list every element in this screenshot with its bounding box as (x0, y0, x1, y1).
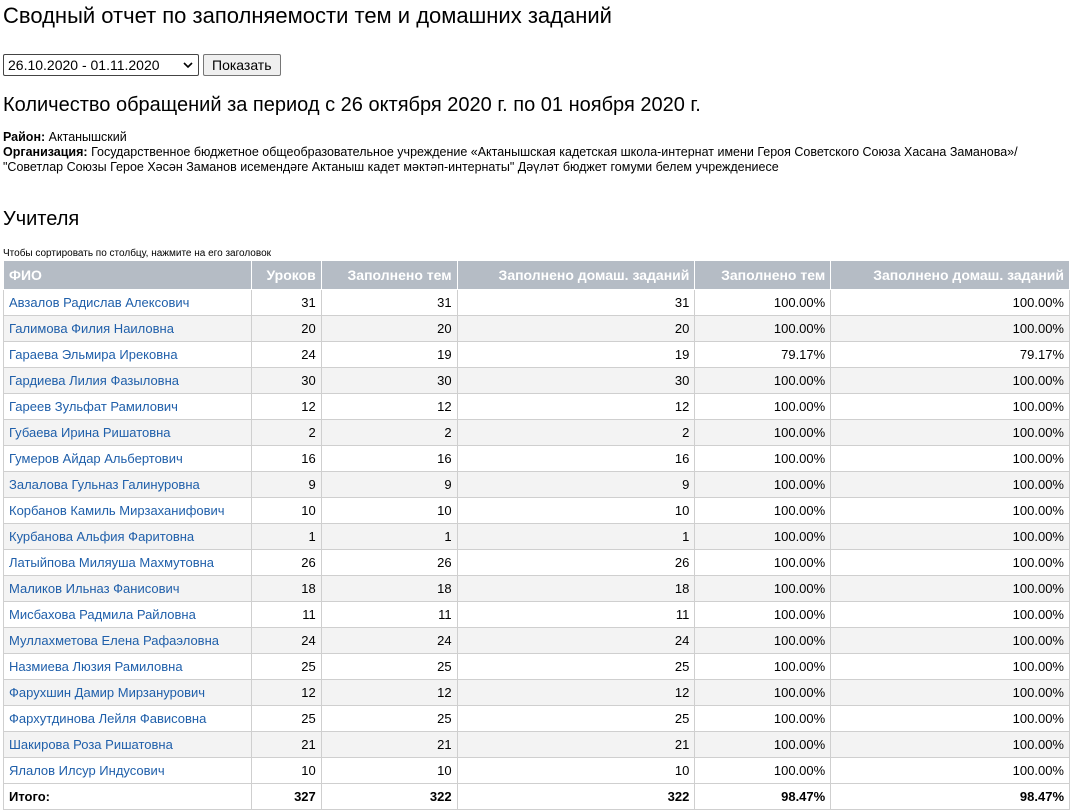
district-line (3, 130, 1043, 145)
sort-hint: Чтобы сортировать по столбцу, нажмите на его заголовок (3, 248, 272, 259)
district-value: Актанышский (48, 130, 127, 144)
column-header-homework-percent[interactable]: Заполнено домаш. заданий (831, 261, 1070, 290)
topics-filled-cell: 21 (321, 732, 457, 758)
homework-percent-cell: 79.17% (831, 342, 1070, 368)
organization-line (3, 145, 1043, 175)
table-row (4, 420, 1070, 446)
table-row (4, 472, 1070, 498)
teacher-name-cell (4, 472, 252, 498)
homework-filled-cell: 16 (457, 446, 695, 472)
topics-percent-cell: 100.00% (695, 680, 831, 706)
topics-filled-cell: 12 (321, 680, 457, 706)
homework-filled-cell: 12 (457, 680, 695, 706)
table-row (4, 628, 1070, 654)
lessons-count-cell: 11 (251, 602, 321, 628)
teacher-name-cell (4, 654, 252, 680)
lessons-count-cell: 26 (251, 550, 321, 576)
column-header-lessons[interactable]: Уроков (251, 261, 321, 290)
homework-percent-cell: 100.00% (831, 498, 1070, 524)
column-header-topics-percent[interactable]: Заполнено тем (695, 261, 831, 290)
table-row (4, 394, 1070, 420)
teacher-link[interactable]: Курбанова Альфия Фаритовна (9, 529, 195, 544)
topics-percent-cell: 100.00% (695, 472, 831, 498)
teacher-link[interactable]: Гареев Зульфат Рамилович (9, 399, 178, 414)
topics-filled-cell: 24 (321, 628, 457, 654)
teacher-link[interactable]: Мисбахова Радмила Райловна (9, 607, 196, 622)
topics-percent-cell: 79.17% (695, 342, 831, 368)
lessons-count-cell: 30 (251, 368, 321, 394)
lessons-count-cell: 18 (251, 576, 321, 602)
homework-filled-cell: 9 (457, 472, 695, 498)
lessons-count-cell: 12 (251, 680, 321, 706)
table-row (4, 654, 1070, 680)
totals-topics-percent: 98.47% (695, 784, 831, 810)
topics-filled-cell: 11 (321, 602, 457, 628)
topics-percent-cell: 100.00% (695, 498, 831, 524)
teacher-link[interactable]: Латыйпова Миляуша Махмутовна (9, 555, 215, 570)
teacher-name-cell (4, 524, 252, 550)
homework-percent-cell: 100.00% (831, 394, 1070, 420)
topics-percent-cell: 100.00% (695, 732, 831, 758)
topics-filled-cell: 25 (321, 706, 457, 732)
teacher-name-cell (4, 602, 252, 628)
teacher-name-cell (4, 576, 252, 602)
lessons-count-cell: 16 (251, 446, 321, 472)
lessons-count-cell: 31 (251, 290, 321, 316)
table-row (4, 550, 1070, 576)
teacher-name-cell (4, 498, 252, 524)
topics-percent-cell: 100.00% (695, 628, 831, 654)
teacher-name-cell (4, 550, 252, 576)
table-row (4, 524, 1070, 550)
topics-filled-cell: 18 (321, 576, 457, 602)
topics-filled-cell: 26 (321, 550, 457, 576)
homework-filled-cell: 1 (457, 524, 695, 550)
teacher-name-cell (4, 394, 252, 420)
homework-filled-cell: 24 (457, 628, 695, 654)
topics-percent-cell: 100.00% (695, 524, 831, 550)
totals-homework-filled: 322 (457, 784, 695, 810)
teacher-name-cell (4, 628, 252, 654)
topics-percent-cell: 100.00% (695, 446, 831, 472)
homework-percent-cell: 100.00% (831, 758, 1070, 784)
period-title: Количество обращений за период с 26 октября 2020 г. по 01 ноября 2020 г. (3, 94, 701, 116)
lessons-count-cell: 10 (251, 758, 321, 784)
lessons-count-cell: 24 (251, 628, 321, 654)
organization-value: Государственное бюджетное общеобразовательное учреждение «Актанышская кадетская школа-интернат имени Героя Советского Союза Хасана Заманова»/ "Советлар Союзы Герое Хәсән Заманов исемендәге Актаныш кадет мәктәп-интернаты" Дәүләт бюджет гомуми белем учреждениесе (3, 145, 1018, 174)
totals-lessons: 327 (251, 784, 321, 810)
teacher-link[interactable]: Губаева Ирина Ришатовна (9, 425, 171, 440)
homework-percent-cell: 100.00% (831, 680, 1070, 706)
homework-percent-cell: 100.00% (831, 524, 1070, 550)
topics-filled-cell: 12 (321, 394, 457, 420)
teacher-name-cell (4, 758, 252, 784)
lessons-count-cell: 2 (251, 420, 321, 446)
lessons-count-cell: 25 (251, 654, 321, 680)
table-row (4, 680, 1070, 706)
table-row (4, 342, 1070, 368)
homework-percent-cell: 100.00% (831, 576, 1070, 602)
column-header-homework-filled[interactable]: Заполнено домаш. заданий (457, 261, 695, 290)
table-row (4, 316, 1070, 342)
homework-percent-cell: 100.00% (831, 420, 1070, 446)
table-row (4, 732, 1070, 758)
homework-filled-cell: 18 (457, 576, 695, 602)
table-row (4, 446, 1070, 472)
lessons-count-cell: 25 (251, 706, 321, 732)
homework-percent-cell: 100.00% (831, 316, 1070, 342)
organization-info (3, 130, 1043, 175)
table-row (4, 290, 1070, 316)
homework-filled-cell: 20 (457, 316, 695, 342)
teacher-link[interactable]: Гардиева Лилия Фазыловна (9, 373, 179, 388)
teacher-name-cell (4, 368, 252, 394)
teacher-link[interactable]: Авзалов Радислав Алексович (9, 295, 190, 310)
topics-filled-cell: 19 (321, 342, 457, 368)
district-label: Район: (3, 130, 46, 144)
teacher-link[interactable]: Муллахметова Елена Рафаэловна (9, 633, 219, 648)
homework-percent-cell: 100.00% (831, 550, 1070, 576)
lessons-count-cell: 24 (251, 342, 321, 368)
homework-percent-cell: 100.00% (831, 472, 1070, 498)
teacher-name-cell (4, 680, 252, 706)
topics-filled-cell: 2 (321, 420, 457, 446)
teacher-link[interactable]: Назмиева Люзия Рамиловна (9, 659, 183, 674)
lessons-count-cell: 20 (251, 316, 321, 342)
column-header-name[interactable]: ФИО (4, 261, 252, 290)
topics-percent-cell: 100.00% (695, 420, 831, 446)
teacher-link[interactable]: Фархутдинова Лейля Фависовна (9, 711, 207, 726)
period-select-value: 26.10.2020 - 01.11.2020 (8, 57, 160, 73)
topics-percent-cell: 100.00% (695, 576, 831, 602)
topics-filled-cell: 16 (321, 446, 457, 472)
period-select[interactable] (3, 54, 199, 76)
homework-filled-cell: 26 (457, 550, 695, 576)
topics-percent-cell: 100.00% (695, 602, 831, 628)
teacher-link[interactable]: Гумеров Айдар Альбертович (9, 451, 183, 466)
topics-percent-cell: 100.00% (695, 394, 831, 420)
topics-filled-cell: 10 (321, 498, 457, 524)
topics-filled-cell: 30 (321, 368, 457, 394)
totals-homework-percent: 98.47% (831, 784, 1070, 810)
homework-filled-cell: 10 (457, 498, 695, 524)
totals-topics-filled: 322 (321, 784, 457, 810)
teacher-link[interactable]: Гараева Эльмира Ирековна (9, 347, 178, 362)
topics-filled-cell: 31 (321, 290, 457, 316)
teachers-table (3, 260, 1070, 810)
teacher-name-cell (4, 706, 252, 732)
teacher-name-cell (4, 732, 252, 758)
homework-filled-cell: 21 (457, 732, 695, 758)
homework-filled-cell: 10 (457, 758, 695, 784)
topics-percent-cell: 100.00% (695, 706, 831, 732)
lessons-count-cell: 10 (251, 498, 321, 524)
teacher-link[interactable]: Галимова Филия Наиловна (9, 321, 174, 336)
homework-percent-cell: 100.00% (831, 602, 1070, 628)
homework-filled-cell: 25 (457, 654, 695, 680)
topics-percent-cell: 100.00% (695, 316, 831, 342)
topics-percent-cell: 100.00% (695, 758, 831, 784)
topics-filled-cell: 25 (321, 654, 457, 680)
homework-filled-cell: 11 (457, 602, 695, 628)
organization-label: Организация: (3, 145, 88, 159)
lessons-count-cell: 12 (251, 394, 321, 420)
homework-filled-cell: 19 (457, 342, 695, 368)
teacher-link[interactable]: Фарухшин Дамир Мирзанурович (9, 685, 206, 700)
topics-percent-cell: 100.00% (695, 654, 831, 680)
column-header-topics-filled[interactable]: Заполнено тем (321, 261, 457, 290)
topics-filled-cell: 20 (321, 316, 457, 342)
lessons-count-cell: 1 (251, 524, 321, 550)
table-row (4, 368, 1070, 394)
teacher-link[interactable]: Ялалов Илсур Индусович (9, 763, 165, 778)
topics-percent-cell: 100.00% (695, 550, 831, 576)
table-row (4, 602, 1070, 628)
homework-percent-cell: 100.00% (831, 368, 1070, 394)
homework-filled-cell: 30 (457, 368, 695, 394)
topics-percent-cell: 100.00% (695, 368, 831, 394)
table-row (4, 576, 1070, 602)
teacher-name-cell (4, 342, 252, 368)
header-row (4, 261, 1070, 290)
totals-label: Итого: (4, 784, 252, 810)
teacher-name-cell (4, 290, 252, 316)
teacher-name-cell (4, 446, 252, 472)
homework-percent-cell: 100.00% (831, 290, 1070, 316)
table-row (4, 758, 1070, 784)
teacher-link[interactable]: Шакирова Роза Ришатовна (9, 737, 173, 752)
table-row (4, 498, 1070, 524)
topics-filled-cell: 9 (321, 472, 457, 498)
homework-percent-cell: 100.00% (831, 628, 1070, 654)
table-row (4, 706, 1070, 732)
homework-filled-cell: 31 (457, 290, 695, 316)
teacher-name-cell (4, 420, 252, 446)
chevron-down-icon (182, 59, 194, 71)
homework-filled-cell: 25 (457, 706, 695, 732)
teacher-name-cell (4, 316, 252, 342)
lessons-count-cell: 21 (251, 732, 321, 758)
topics-filled-cell: 10 (321, 758, 457, 784)
topics-filled-cell: 1 (321, 524, 457, 550)
teacher-link[interactable]: Залалова Гульназ Галинуровна (9, 477, 200, 492)
lessons-count-cell: 9 (251, 472, 321, 498)
section-title: Учителя (3, 208, 80, 230)
homework-percent-cell: 100.00% (831, 732, 1070, 758)
teacher-link[interactable]: Корбанов Камиль Мирзаханифович (9, 503, 225, 518)
show-button[interactable]: Показать (203, 54, 281, 76)
teacher-link[interactable]: Маликов Ильназ Фанисович (9, 581, 180, 596)
homework-percent-cell: 100.00% (831, 654, 1070, 680)
homework-filled-cell: 12 (457, 394, 695, 420)
period-filter (3, 54, 281, 78)
homework-filled-cell: 2 (457, 420, 695, 446)
homework-percent-cell: 100.00% (831, 446, 1070, 472)
topics-percent-cell: 100.00% (695, 290, 831, 316)
page-title: Сводный отчет по заполняемости тем и домашних заданий (3, 3, 612, 28)
totals-row (4, 784, 1070, 810)
homework-percent-cell: 100.00% (831, 706, 1070, 732)
